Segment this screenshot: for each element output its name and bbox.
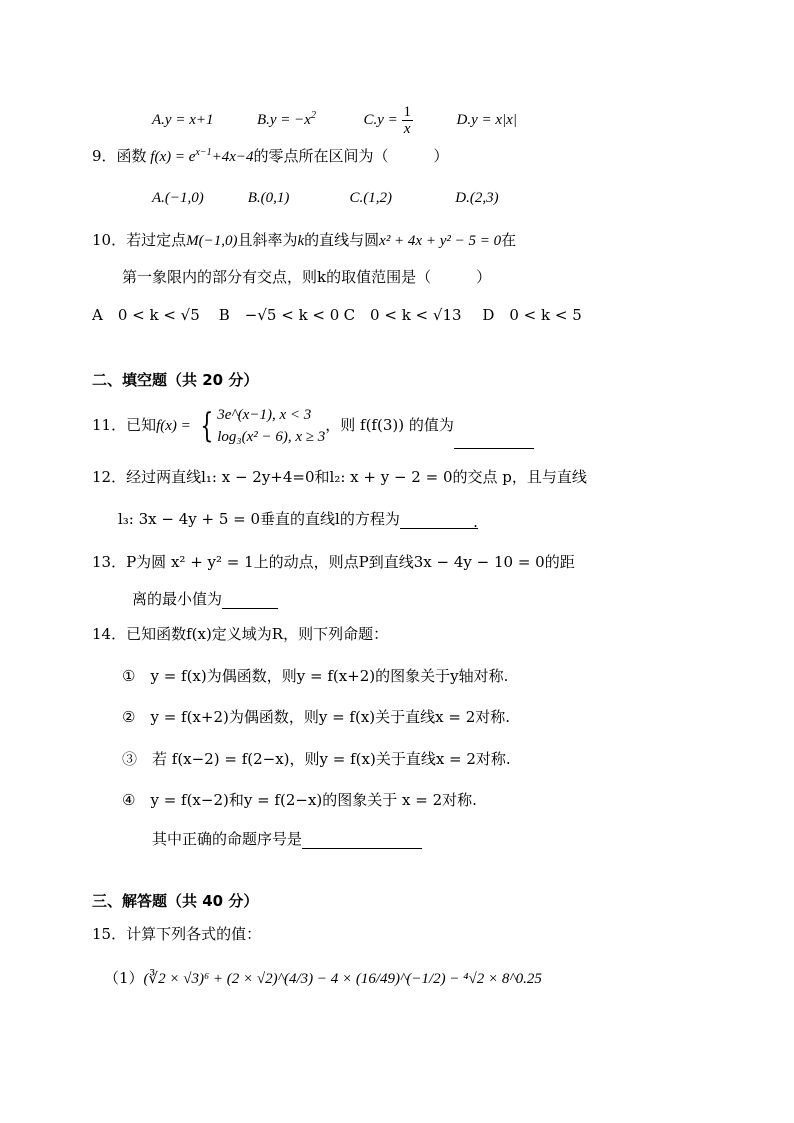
q10-option-d: D 0 < k < 5 bbox=[482, 306, 582, 324]
q8-options bbox=[152, 104, 517, 137]
q9-option-c: C.(1,2) bbox=[349, 190, 392, 206]
q9-option-a: A.(−1,0) bbox=[152, 190, 204, 206]
q11-answer-blank[interactable] bbox=[454, 432, 534, 449]
q15-stem: 15．计算下列各式的值： bbox=[92, 925, 262, 943]
q12-line2: l₃: 3x − 4y + 5 = 0垂直的直线l的方程为 . bbox=[118, 510, 478, 531]
section-3-title: 三、解答题（共 40 分） bbox=[92, 892, 259, 910]
q14-item-2: ② y = f(x+2)为偶函数，则y = f(x)关于直线x = 2对称. bbox=[122, 708, 511, 726]
q13-line1: 13．P为圆 x² + y² = 1上的动点，则点P到直线3x − 4y − 10 = 0的距 bbox=[92, 553, 575, 571]
q14-stem: 14．已知函数f(x)定义域为R，则下列命题： bbox=[92, 625, 389, 643]
q10-options bbox=[92, 305, 582, 325]
q9-options bbox=[152, 188, 499, 208]
q8-option-b: $B.y = -x^2$ bbox=[256, 109, 316, 128]
section-2-title: 二、填空题（共 20 分） bbox=[92, 371, 259, 389]
q10-option-c: C 0 < k < √13 bbox=[343, 306, 462, 324]
q13-answer-blank[interactable] bbox=[222, 592, 278, 609]
q10-option-a: A 0 < k < √5 bbox=[92, 306, 200, 324]
q14-item-1: ① y = f(x)为偶函数，则y = f(x+2)的图象关于y轴对称. bbox=[122, 667, 509, 685]
q9-option-b: B.(0,1) bbox=[247, 190, 290, 206]
q13-line2: 离的最小值为 bbox=[132, 589, 278, 609]
q10-stem-line1: 10．若过定点M(−1,0)且斜率为k的直线与圆x² + 4x + y² − 5 = 0在 bbox=[92, 231, 517, 249]
q14-item-3: ③ 若 f(x−2) = f(2−x)，则y = f(x)关于直线x = 2对称. bbox=[122, 750, 511, 768]
q9-stem: 9．函数 $f(x) = e^{x-1}+4x-4$的零点所在区间为（ ） bbox=[92, 147, 449, 165]
q15-part1-expression: (∛2 × √3)⁶ + (2 × √2)^(4/3) − 4 × (16/49)^(−1/2) − ⁴√2 × 8^0.25 bbox=[143, 971, 542, 987]
q8-option-d: D.y = x|x| bbox=[456, 111, 517, 128]
q12-line1: 12．经过两直线l₁: x − 2y+4=0和l₂: x + y − 2 = 0的交点 p，且与直线 bbox=[92, 468, 587, 486]
q12-answer-blank[interactable]: . bbox=[400, 512, 478, 529]
q14-answer-blank[interactable] bbox=[302, 832, 422, 849]
q11: 11．已知f(x) = { 3e^(x−1), x < 3 log₃(x² − 6), x ≥ 3 ，则 f(f(3)) 的值为 bbox=[92, 402, 534, 449]
q8-option-a: A.y = x+1 bbox=[152, 111, 214, 128]
q14-item-4: ④ y = f(x−2)和y = f(2−x)的图象关于 x = 2对称. bbox=[122, 791, 477, 809]
q10-option-b: B −√5 < k < 0 bbox=[218, 306, 340, 324]
q11-cases: 3e^(x−1), x < 3 log₃(x² − 6), x ≥ 3 bbox=[217, 407, 326, 445]
q10-stem-line2: 第一象限内的部分有交点，则k的取值范围是（ ） bbox=[122, 268, 492, 286]
q9-option-d: D.(2,3) bbox=[455, 190, 499, 206]
q14-answer-line: 其中正确的命题序号是 bbox=[152, 829, 422, 849]
q15-part1: （1）(∛2 × √3)⁶ + (2 × √2)^(4/3) − 4 × (16/49)^(−1/2) − ⁴√2 × 8^0.25 bbox=[104, 969, 542, 987]
q8-option-c: C.y = $\frac{1}{x}$ bbox=[363, 104, 412, 137]
